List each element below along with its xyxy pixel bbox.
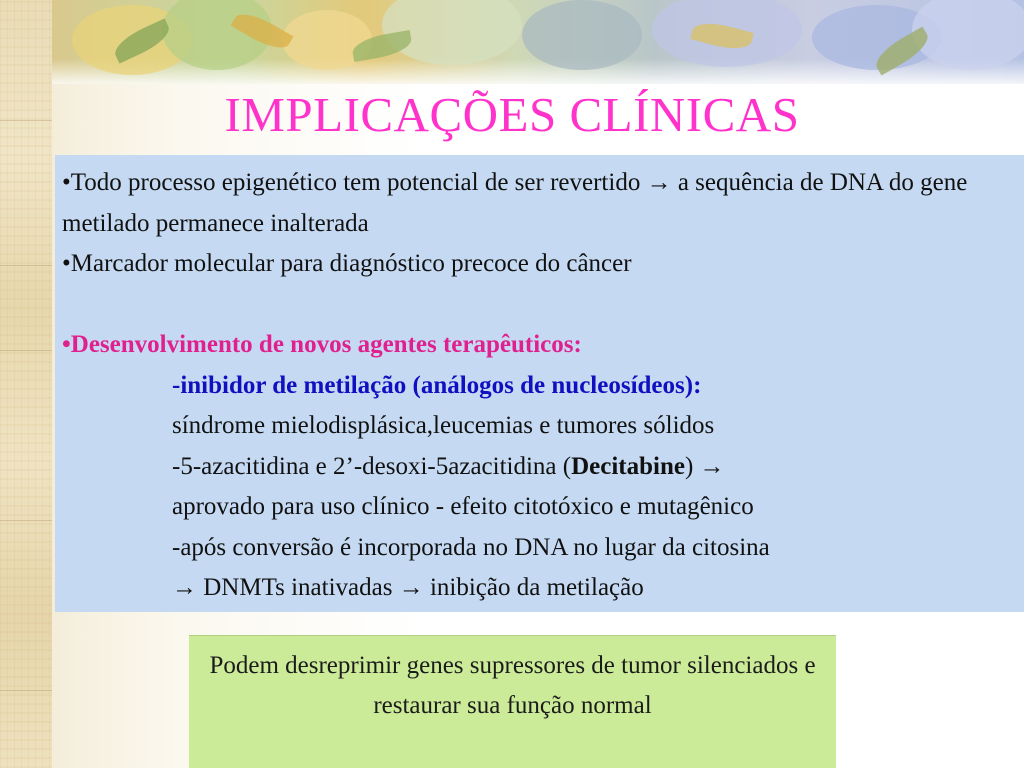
sub-methylation-inhibitor: -inibidor de metilação (análogos de nucleosídeos): (172, 371, 702, 399)
note-box (189, 635, 836, 768)
sub-azacitidine-pre: -5-azacitidina e 2’-desoxi-5azacitidina ( (172, 452, 572, 480)
bullet-reversible: •Todo processo epigenético tem potencial de ser revertido → a sequência de DNA do gene metilado permanece inalterada (62, 169, 968, 237)
slide-title: IMPLICAÇÕES CLÍNICAS (224, 87, 800, 142)
bullet-therapeutic-text: Desenvolvimento de novos agentes terapêuticos: (70, 331, 582, 358)
content-box (55, 155, 1024, 612)
bullet-therapeutic (62, 325, 1024, 366)
sub-azacitidine-post: ) → (684, 452, 725, 480)
bullet-marker: •Marcador molecular para diagnóstico precoce do câncer (62, 250, 632, 277)
floral-banner-icon (52, 0, 1024, 84)
sub-diseases: síndrome mielodisplásica,leucemias e tumores sólidos (172, 412, 715, 439)
sub-azacitidine (62, 447, 1024, 488)
bullet-therapeutic-dot: • (62, 331, 71, 358)
sub-dnmts: → DNMTs inativadas → inibição da metilação (172, 574, 644, 601)
sub-approved: aprovado para uso clínico - efeito citotóxico e mutagênico (172, 493, 754, 520)
sub-conversion: -após conversão é incorporada no DNA no lugar da citosina (172, 533, 770, 561)
spacer (62, 285, 1024, 326)
note-text: Podem desreprimir genes supressores de tumor silenciados e restaurar sua função normal (209, 652, 816, 719)
sub-decitabine: Decitabine (571, 452, 685, 480)
